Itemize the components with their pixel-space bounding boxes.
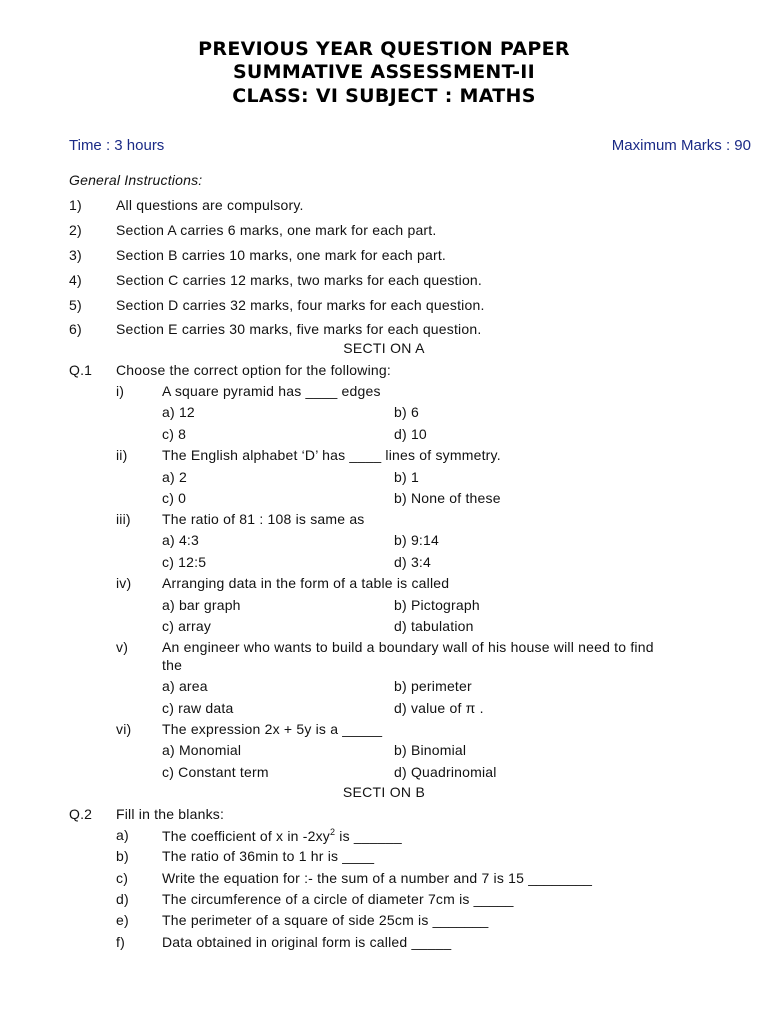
part-question: The ratio of 36min to 1 hr is ____ <box>162 848 375 864</box>
part-question: Write the equation for :- the sum of a number and 7 is 15 ________ <box>162 870 593 886</box>
part-number: iii) <box>116 511 131 527</box>
question-text: Fill in the blanks: <box>116 806 225 822</box>
option: b) Binomial <box>394 742 467 758</box>
question-number: Q.1 <box>69 362 93 378</box>
option: b) Pictograph <box>394 597 480 613</box>
part-question: Data obtained in original form is called _____ <box>162 934 452 950</box>
instruction-text: Section E carries 30 marks, five marks for each question. <box>116 321 482 337</box>
part-question: The ratio of 81 : 108 is same as <box>162 511 365 527</box>
section-b-heading: SECTI ON B <box>342 784 426 800</box>
time-label: Time : 3 hours <box>69 137 165 154</box>
part-number: a) <box>116 827 129 843</box>
option: a) bar graph <box>162 597 241 613</box>
instruction-num: 6) <box>69 321 82 337</box>
paper-title: PREVIOUS YEAR QUESTION PAPER <box>198 38 570 60</box>
instruction-num: 1) <box>69 197 82 213</box>
part-number: b) <box>116 848 129 864</box>
option: d) Quadrinomial <box>394 764 497 780</box>
instruction-num: 2) <box>69 222 82 238</box>
option: b) 1 <box>394 469 419 485</box>
part-number: i) <box>116 383 125 399</box>
option: b) 6 <box>394 404 419 420</box>
part-number: iv) <box>116 575 132 591</box>
instruction-num: 5) <box>69 297 82 313</box>
part-number: e) <box>116 912 129 928</box>
option: d) value of π . <box>394 700 484 716</box>
class-subject-line: CLASS: VI SUBJECT : MATHS <box>232 85 536 107</box>
instruction-text: Section A carries 6 marks, one mark for each part. <box>116 222 437 238</box>
option: b) None of these <box>394 490 501 506</box>
part-number: ii) <box>116 447 128 463</box>
option: c) 0 <box>162 490 187 506</box>
option: d) 3:4 <box>394 554 431 570</box>
option: d) 10 <box>394 426 427 442</box>
option: a) Monomial <box>162 742 242 758</box>
option: c) Constant term <box>162 764 269 780</box>
option: c) array <box>162 618 212 634</box>
part-question: The perimeter of a square of side 25cm is _______ <box>162 912 489 928</box>
option: d) tabulation <box>394 618 474 634</box>
part-question-blank: is ______ <box>335 828 402 844</box>
part-number: d) <box>116 891 129 907</box>
section-a-heading: SECTI ON A <box>343 340 425 356</box>
instruction-text: Section C carries 12 marks, two marks for each question. <box>116 272 483 288</box>
part-number: v) <box>116 639 129 655</box>
option: a) area <box>162 678 208 694</box>
superscript-exponent: 2 <box>329 827 336 837</box>
part-number: c) <box>116 870 129 886</box>
option: b) 9:14 <box>394 532 439 548</box>
part-question-continued: the <box>162 657 183 673</box>
part-number: vi) <box>116 721 132 737</box>
part-question <box>162 827 402 844</box>
part-question: An engineer who wants to build a boundary wall of his house will need to find <box>162 639 654 655</box>
option: b) perimeter <box>394 678 472 694</box>
option: c) 8 <box>162 426 187 442</box>
part-question: Arranging data in the form of a table is called <box>162 575 450 591</box>
part-number: f) <box>116 934 125 950</box>
max-marks-label: Maximum Marks : 90 <box>611 137 751 154</box>
instruction-text: All questions are compulsory. <box>116 197 304 213</box>
part-question: A square pyramid has ____ edges <box>162 383 381 399</box>
instruction-num: 3) <box>69 247 82 263</box>
paper-subtitle: SUMMATIVE ASSESSMENT-II <box>232 61 536 83</box>
part-question: The expression 2x + 5y is a _____ <box>162 721 383 737</box>
instruction-num: 4) <box>69 272 82 288</box>
instruction-text: Section B carries 10 marks, one mark for each part. <box>116 247 446 263</box>
question-number: Q.2 <box>69 806 93 822</box>
instructions-heading: General Instructions: <box>69 172 203 188</box>
part-question: The circumference of a circle of diameter 7cm is _____ <box>162 891 514 907</box>
instruction-text: Section D carries 32 marks, four marks for each question. <box>116 297 485 313</box>
option: c) raw data <box>162 700 234 716</box>
part-question: The English alphabet ‘D’ has ____ lines of symmetry. <box>162 447 501 463</box>
option: a) 12 <box>162 404 195 420</box>
part-question-text: The coefficient of x in -2xy <box>162 828 330 844</box>
option: a) 4:3 <box>162 532 199 548</box>
option: a) 2 <box>162 469 187 485</box>
question-text: Choose the correct option for the following: <box>116 362 391 378</box>
option: c) 12:5 <box>162 554 207 570</box>
